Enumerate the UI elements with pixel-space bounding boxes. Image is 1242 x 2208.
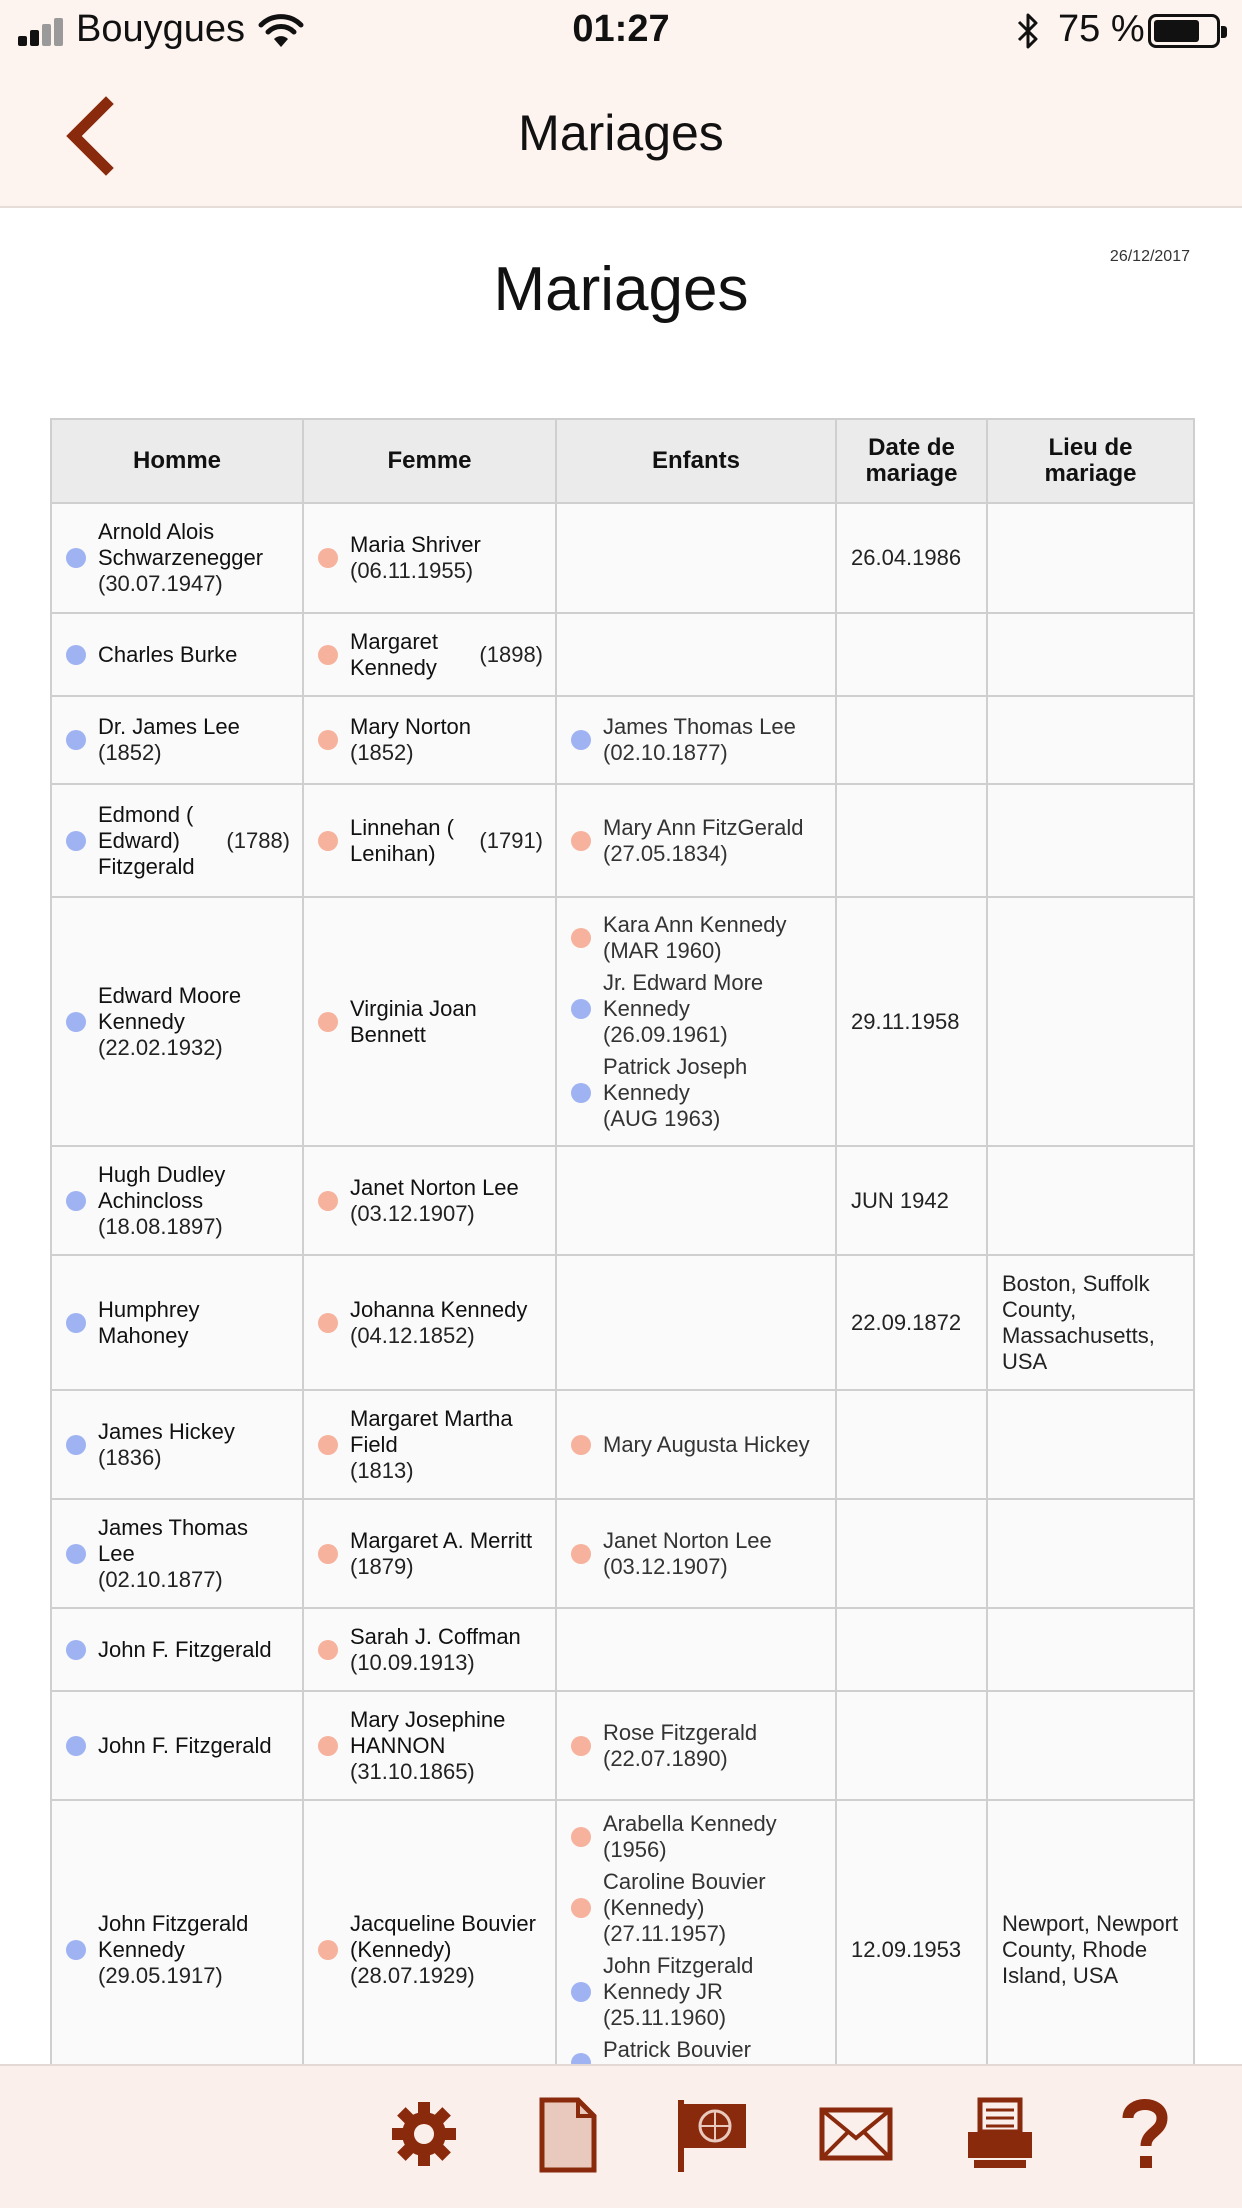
table-row[interactable] xyxy=(51,1146,1194,1255)
child-dates: (26.09.1961) xyxy=(603,1021,728,1047)
table-row[interactable] xyxy=(51,1800,1194,2100)
battery-percentage: 75 % xyxy=(1058,8,1145,50)
woman-person[interactable] xyxy=(318,815,543,867)
child-person[interactable] xyxy=(571,1869,823,1947)
children-cell xyxy=(556,784,836,897)
woman-cell xyxy=(303,897,556,1146)
un-flag-icon[interactable] xyxy=(672,2094,752,2174)
table-row[interactable] xyxy=(51,1255,1194,1390)
child-dates: (27.05.1834) xyxy=(603,840,728,866)
marriage-place-cell xyxy=(987,1691,1194,1800)
female-dot-icon xyxy=(318,548,338,568)
table-row[interactable] xyxy=(51,897,1194,1146)
child-dates: (MAR 1960) xyxy=(603,937,722,963)
child-person[interactable] xyxy=(571,714,823,766)
marriage-place-cell: Newport, Newport County, Rhode Island, USA xyxy=(987,1800,1194,2100)
marriage-date-cell xyxy=(836,784,987,897)
children-cell xyxy=(556,1691,836,1800)
woman-name: Linnehan ( Lenihan) xyxy=(350,814,454,866)
man-person[interactable] xyxy=(66,1733,290,1759)
marriage-date-cell xyxy=(836,1691,987,1800)
bottom-toolbar xyxy=(0,2064,1242,2208)
woman-name-block xyxy=(350,629,543,681)
marriage-place-cell xyxy=(987,696,1194,784)
man-name-block xyxy=(98,1637,290,1663)
man-person[interactable] xyxy=(66,1637,290,1663)
child-name: Patrick Bouvier xyxy=(603,2037,751,2062)
marriage-place-cell xyxy=(987,1608,1194,1691)
male-dot-icon xyxy=(66,1940,86,1960)
marriage-date-cell: JUN 1942 xyxy=(836,1146,987,1255)
child-name: Caroline Bouvier (Kennedy) xyxy=(603,1869,766,1920)
woman-name: Mary Norton xyxy=(350,714,472,739)
child-dates: (03.12.1907) xyxy=(603,1553,728,1579)
marriage-place-cell: Boston, Suffolk County, Massachusetts, USA xyxy=(987,1255,1194,1390)
marriage-date-cell: 29.11.1958 xyxy=(836,897,987,1146)
woman-name: Sarah J. Coffman xyxy=(350,1623,521,1649)
man-person[interactable] xyxy=(66,519,290,597)
marriage-place-cell xyxy=(987,503,1194,613)
child-name-block xyxy=(603,1054,823,1132)
children-cell xyxy=(556,1146,836,1255)
child-name-block xyxy=(603,815,823,867)
man-person[interactable] xyxy=(66,1297,290,1349)
man-name: Humphrey Mahoney xyxy=(98,1296,200,1348)
female-dot-icon xyxy=(318,831,338,851)
woman-name: Johanna Kennedy xyxy=(350,1296,528,1322)
man-person[interactable] xyxy=(66,1515,290,1593)
man-name-block xyxy=(98,519,290,597)
woman-name: Maria Shriver xyxy=(350,532,481,557)
male-dot-icon xyxy=(66,645,86,665)
male-dot-icon xyxy=(66,548,86,568)
table-row[interactable] xyxy=(51,696,1194,784)
child-name: Rose Fitzgerald xyxy=(603,1719,758,1745)
woman-cell xyxy=(303,784,556,897)
man-name: Arnold Alois Schwarzenegger xyxy=(98,519,264,570)
child-person[interactable] xyxy=(571,1953,823,2031)
report-title: Mariages xyxy=(493,255,749,324)
woman-name-block xyxy=(350,996,543,1048)
woman-name-block xyxy=(350,1175,543,1227)
female-dot-icon xyxy=(318,1435,338,1455)
woman-person[interactable] xyxy=(318,1624,543,1676)
man-name: Hugh Dudley Achincloss xyxy=(98,1161,226,1213)
male-dot-icon xyxy=(66,1435,86,1455)
man-cell xyxy=(51,784,303,897)
child-dates: (02.10.1877) xyxy=(603,740,728,765)
status-bar xyxy=(0,0,1242,62)
child-name-block xyxy=(603,1869,823,1947)
woman-dates: (28.07.1929) xyxy=(350,1963,475,1988)
female-dot-icon xyxy=(571,1544,591,1564)
woman-person[interactable] xyxy=(318,996,543,1048)
female-dot-icon xyxy=(571,1898,591,1918)
female-dot-icon xyxy=(571,1435,591,1455)
child-dates: (22.07.1890) xyxy=(603,1745,728,1771)
woman-dates: (31.10.1865) xyxy=(350,1758,475,1784)
child-name-block xyxy=(603,1953,823,2031)
table-row[interactable] xyxy=(51,784,1194,897)
child-name-block xyxy=(603,1811,823,1863)
woman-person[interactable] xyxy=(318,1297,543,1349)
child-person[interactable] xyxy=(571,1054,823,1132)
woman-dates: (1898) xyxy=(479,641,543,667)
woman-cell xyxy=(303,1146,556,1255)
female-dot-icon xyxy=(318,1544,338,1564)
man-name: John F. Fitzgerald xyxy=(98,1732,272,1758)
document-icon[interactable] xyxy=(528,2094,608,2174)
printer-icon[interactable] xyxy=(960,2094,1040,2174)
woman-name: Margaret Kennedy xyxy=(350,628,439,680)
female-dot-icon xyxy=(318,1012,338,1032)
man-name: Charles Burke xyxy=(98,641,238,667)
header-man: Homme xyxy=(51,419,303,503)
woman-cell xyxy=(303,1390,556,1499)
man-name-block xyxy=(98,1515,290,1593)
woman-dates: (1791) xyxy=(479,827,543,853)
children-cell xyxy=(556,1800,836,2100)
child-person[interactable] xyxy=(571,912,823,964)
female-dot-icon xyxy=(318,1191,338,1211)
man-name: Dr. James Lee xyxy=(98,714,240,739)
male-dot-icon xyxy=(66,1736,86,1756)
help-icon[interactable] xyxy=(1104,2094,1184,2174)
marriage-place-cell xyxy=(987,897,1194,1146)
child-name: Patrick Joseph Kennedy xyxy=(603,1053,748,1105)
woman-cell xyxy=(303,1255,556,1390)
woman-person[interactable] xyxy=(318,1911,543,1989)
man-dates: (22.02.1932) xyxy=(98,1034,223,1060)
male-dot-icon xyxy=(66,1544,86,1564)
female-dot-icon xyxy=(571,928,591,948)
male-dot-icon xyxy=(571,730,591,750)
woman-name: Mary Josephine HANNON xyxy=(350,1706,506,1758)
marriages-table xyxy=(50,418,1195,2101)
table-row[interactable] xyxy=(51,613,1194,696)
woman-person[interactable] xyxy=(318,1175,543,1227)
children-cell xyxy=(556,897,836,1146)
bluetooth-icon xyxy=(1014,10,1042,52)
children-cell xyxy=(556,613,836,696)
children-cell xyxy=(556,1390,836,1499)
child-name-block xyxy=(603,1432,823,1458)
battery-icon xyxy=(1148,14,1220,48)
man-name: Edward Moore Kennedy xyxy=(98,982,242,1034)
header-woman: Femme xyxy=(303,419,556,503)
man-name-block xyxy=(98,1162,290,1240)
man-cell xyxy=(51,696,303,784)
woman-cell xyxy=(303,613,556,696)
male-dot-icon xyxy=(66,1191,86,1211)
children-cell xyxy=(556,1608,836,1691)
woman-person[interactable] xyxy=(318,629,543,681)
woman-person[interactable] xyxy=(318,532,543,584)
man-cell xyxy=(51,613,303,696)
marriage-date-cell xyxy=(836,1608,987,1691)
child-name: John Fitzgerald Kennedy JR xyxy=(603,1953,754,2004)
woman-dates: (10.09.1913) xyxy=(350,1649,475,1675)
woman-cell xyxy=(303,1499,556,1608)
female-dot-icon xyxy=(318,1313,338,1333)
man-person[interactable] xyxy=(66,1162,290,1240)
children-cell xyxy=(556,696,836,784)
woman-name-block xyxy=(350,714,543,766)
woman-name-block xyxy=(350,1406,543,1484)
child-name: Mary Augusta Hickey xyxy=(603,1431,810,1457)
children-cell xyxy=(556,1499,836,1608)
man-name: James Hickey xyxy=(98,1418,235,1444)
man-name-block xyxy=(98,1911,290,1989)
woman-cell xyxy=(303,1691,556,1800)
woman-name: Margaret Martha Field xyxy=(350,1405,513,1457)
child-person[interactable] xyxy=(571,815,823,867)
man-person[interactable] xyxy=(66,714,290,766)
child-name-block xyxy=(603,970,823,1048)
woman-dates: (06.11.1955) xyxy=(350,558,474,583)
child-dates: (27.11.1957) xyxy=(603,1921,727,1946)
child-name: Janet Norton Lee xyxy=(603,1527,772,1553)
child-dates: (AUG 1963) xyxy=(603,1105,721,1131)
child-name: Arabella Kennedy xyxy=(603,1811,777,1836)
top-bar xyxy=(0,0,1242,208)
man-name: John Fitzgerald Kennedy xyxy=(98,1911,249,1962)
man-dates: (30.07.1947) xyxy=(98,571,223,596)
man-dates: (02.10.1877) xyxy=(98,1566,223,1592)
man-dates: (18.08.1897) xyxy=(98,1213,223,1239)
man-name-block xyxy=(98,802,290,880)
man-cell xyxy=(51,1390,303,1499)
woman-dates: (1879) xyxy=(350,1553,414,1579)
woman-cell xyxy=(303,1608,556,1691)
man-person[interactable] xyxy=(66,802,290,880)
child-name: James Thomas Lee xyxy=(603,714,796,739)
marriage-date-cell: 26.04.1986 xyxy=(836,503,987,613)
child-name-block xyxy=(603,1528,823,1580)
man-name-block xyxy=(98,1733,290,1759)
child-name: Kara Ann Kennedy xyxy=(603,911,787,937)
marriage-date-cell xyxy=(836,1390,987,1499)
gear-icon[interactable] xyxy=(384,2094,464,2174)
man-name-block xyxy=(98,1297,290,1349)
male-dot-icon xyxy=(66,1012,86,1032)
woman-name-block xyxy=(350,1911,543,1989)
woman-name-block xyxy=(350,815,543,867)
male-dot-icon xyxy=(66,1313,86,1333)
child-name-block xyxy=(603,1720,823,1772)
status-time: 01:27 xyxy=(572,8,670,50)
woman-name-block xyxy=(350,1624,543,1676)
male-dot-icon xyxy=(571,1083,591,1103)
male-dot-icon xyxy=(66,1640,86,1660)
marriage-place-cell xyxy=(987,613,1194,696)
marriage-date-cell xyxy=(836,613,987,696)
man-dates: (29.05.1917) xyxy=(98,1963,223,1988)
woman-dates: (1813) xyxy=(350,1457,414,1483)
children-cell xyxy=(556,1255,836,1390)
child-name-block xyxy=(603,912,823,964)
woman-person[interactable] xyxy=(318,714,543,766)
child-name-block xyxy=(603,714,823,766)
woman-name: Virginia Joan Bennett xyxy=(350,995,477,1047)
child-person[interactable] xyxy=(571,970,823,1048)
man-name-block xyxy=(98,1419,290,1471)
woman-name-block xyxy=(350,1528,543,1580)
marriage-date-cell xyxy=(836,1499,987,1608)
man-cell xyxy=(51,897,303,1146)
woman-name-block xyxy=(350,1707,543,1785)
marriage-place-cell xyxy=(987,1390,1194,1499)
child-person[interactable] xyxy=(571,1528,823,1580)
child-person[interactable] xyxy=(571,1811,823,1863)
woman-cell xyxy=(303,696,556,784)
man-name-block xyxy=(98,714,290,766)
child-dates: (25.11.1960) xyxy=(603,2005,727,2030)
marriage-date-cell xyxy=(836,696,987,784)
man-cell xyxy=(51,1800,303,2100)
child-name: Jr. Edward More Kennedy xyxy=(603,969,764,1021)
man-person[interactable] xyxy=(66,983,290,1061)
table-row[interactable] xyxy=(51,1691,1194,1800)
child-person[interactable] xyxy=(571,1432,823,1458)
woman-name: Janet Norton Lee xyxy=(350,1174,519,1200)
man-person[interactable] xyxy=(66,1911,290,1989)
carrier-name: Bouygues xyxy=(76,8,246,50)
man-name-block xyxy=(98,642,290,668)
man-cell xyxy=(51,1255,303,1390)
man-dates: (1836) xyxy=(98,1444,162,1470)
woman-person[interactable] xyxy=(318,1528,543,1580)
man-person[interactable] xyxy=(66,1419,290,1471)
woman-name-block xyxy=(350,532,543,584)
man-cell xyxy=(51,503,303,613)
report-date: 26/12/2017 xyxy=(1109,248,1190,265)
table-header-row xyxy=(51,419,1194,503)
female-dot-icon xyxy=(318,645,338,665)
male-dot-icon xyxy=(66,831,86,851)
envelope-icon[interactable] xyxy=(816,2094,896,2174)
woman-dates: (03.12.1907) xyxy=(350,1200,475,1226)
marriage-place-cell xyxy=(987,1499,1194,1608)
table-row[interactable] xyxy=(51,1390,1194,1499)
woman-cell xyxy=(303,503,556,613)
man-person[interactable] xyxy=(66,642,290,668)
header-children: Enfants xyxy=(556,419,836,503)
female-dot-icon xyxy=(318,730,338,750)
nav-title: Mariages xyxy=(518,105,724,161)
female-dot-icon xyxy=(318,1940,338,1960)
man-cell xyxy=(51,1146,303,1255)
marriage-place-cell xyxy=(987,784,1194,897)
male-dot-icon xyxy=(66,730,86,750)
header-marriage-place xyxy=(987,419,1194,503)
woman-name: Margaret A. Merritt xyxy=(350,1527,533,1553)
man-cell xyxy=(51,1499,303,1608)
header-marriage-date xyxy=(836,419,987,503)
man-dates: (1788) xyxy=(226,827,290,853)
header-marriage-date-label: Date de mariage xyxy=(865,434,958,487)
female-dot-icon xyxy=(571,831,591,851)
man-name: James Thomas Lee xyxy=(98,1514,248,1566)
female-dot-icon xyxy=(571,1736,591,1756)
woman-name-block xyxy=(350,1297,543,1349)
male-dot-icon xyxy=(571,999,591,1019)
female-dot-icon xyxy=(318,1640,338,1660)
man-cell xyxy=(51,1608,303,1691)
woman-cell xyxy=(303,1800,556,2100)
man-cell xyxy=(51,1691,303,1800)
woman-dates: (1852) xyxy=(350,740,414,765)
child-person[interactable] xyxy=(571,1720,823,1772)
children-cell xyxy=(556,503,836,613)
woman-person[interactable] xyxy=(318,1406,543,1484)
female-dot-icon xyxy=(571,1827,591,1847)
child-name: Mary Ann FitzGerald xyxy=(603,814,804,840)
woman-dates: (04.12.1852) xyxy=(350,1322,475,1348)
marriage-date-cell: 22.09.1872 xyxy=(836,1255,987,1390)
man-name: Edmond ( Edward) Fitzgerald xyxy=(98,801,195,879)
man-dates: (1852) xyxy=(98,740,162,765)
marriage-date-cell: 12.09.1953 xyxy=(836,1800,987,2100)
table-row[interactable] xyxy=(51,1608,1194,1691)
report-scroll-area[interactable] xyxy=(0,210,1242,2064)
female-dot-icon xyxy=(318,1736,338,1756)
woman-person[interactable] xyxy=(318,1707,543,1785)
man-name: John F. Fitzgerald xyxy=(98,1636,272,1662)
header-marriage-place-label: Lieu de mariage xyxy=(1044,434,1137,487)
woman-name: Jacqueline Bouvier (Kennedy) xyxy=(350,1911,536,1962)
marriage-place-cell xyxy=(987,1146,1194,1255)
child-dates: (1956) xyxy=(603,1837,667,1862)
male-dot-icon xyxy=(571,1982,591,2002)
table-row[interactable] xyxy=(51,1499,1194,1608)
table-row[interactable] xyxy=(51,503,1194,613)
man-name-block xyxy=(98,983,290,1061)
